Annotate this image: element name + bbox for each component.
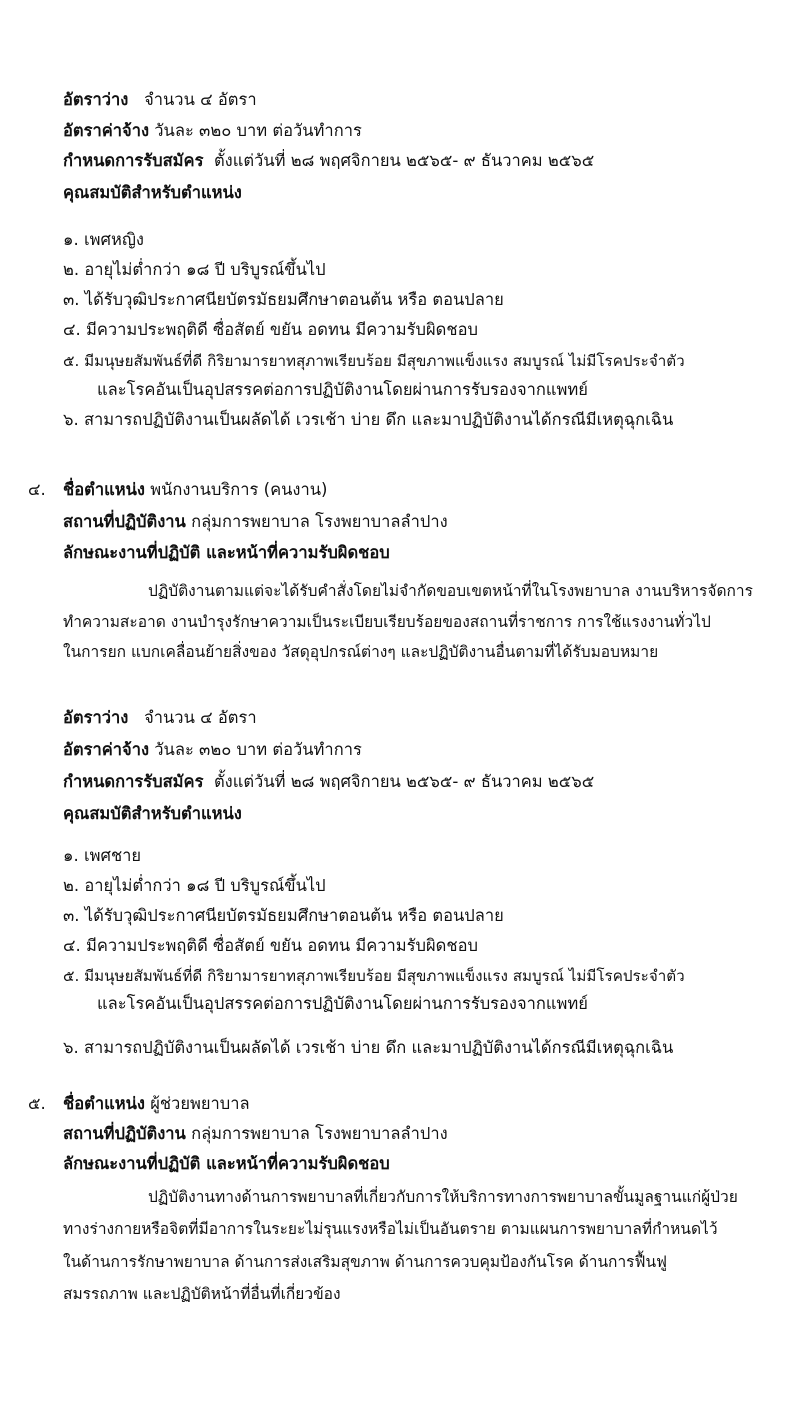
location-label: สถานที่ปฏิบัติงาน (63, 512, 186, 531)
deadline-label: กำหนดการรับสมัคร (63, 772, 204, 791)
list-item (63, 904, 504, 928)
list-item (63, 964, 685, 988)
vacancy-line (63, 706, 257, 730)
duties-heading-text: ลักษณะงานที่ปฏิบัติ และหน้าที่ความรับผิดชอบ (63, 543, 390, 562)
list-item (63, 288, 504, 312)
deadline-value: ตั้งแต่วันที่ ๒๘ พฤศจิกายน ๒๕๖๕- ๙ ธันวาคม ๒๕๖๕ (213, 151, 595, 170)
item-number: ๔. (63, 320, 81, 339)
duties-heading-text: ลักษณะงานที่ปฏิบัติ และหน้าที่ความรับผิดชอบ (63, 1154, 390, 1173)
item-number: ๕. (63, 967, 80, 985)
qualifications-heading (63, 181, 242, 205)
section-number: ๕. (28, 1094, 46, 1113)
duties-paragraph-line: ในด้านการรักษาพยาบาล ด้านการส่งเสริมสุขภาพ ด้านการควบคุมป้องกันโรค ด้านการฟื้นฟู (63, 1253, 668, 1271)
duties-paragraph-line: ปฏิบัติงานทางด้านการพยาบาลที่เกี่ยวกับการให้บริการทางการพยาบาลขั้นมูลฐานแก่ผู้ป่วย (148, 1188, 738, 1206)
location-line (63, 1122, 448, 1146)
deadline-line (63, 770, 594, 794)
item-text: อายุไม่ต่ำกว่า ๑๘ ปี บริบูรณ์ขึ้นไป (84, 260, 326, 279)
item-number: ๒. (63, 260, 80, 279)
location-label: สถานที่ปฏิบัติงาน (63, 1124, 186, 1143)
deadline-label: กำหนดการรับสมัคร (63, 151, 204, 170)
location-value: กลุ่มการพยาบาล โรงพยาบาลลำปาง (191, 512, 448, 531)
vacancy-label: อัตราว่าง (63, 90, 129, 109)
position-title-line (63, 478, 327, 502)
position-title-label: ชื่อตำแหน่ง (63, 480, 145, 499)
item-number: ๖. (63, 1038, 79, 1057)
qualifications-heading-text: คุณสมบัติสำหรับตำแหน่ง (63, 804, 242, 823)
vacancy-label: อัตราว่าง (63, 708, 129, 727)
list-item-continuation: และโรคอันเป็นอุปสรรคต่อการปฏิบัติงานโดยผ่านการรับรองจากแพทย์ (97, 380, 588, 399)
qualifications-heading-text: คุณสมบัติสำหรับตำแหน่ง (63, 183, 242, 202)
item-text: สามารถปฏิบัติงานเป็นผลัดได้ เวรเช้า บ่าย ดึก และมาปฏิบัติงานได้กรณีมีเหตุฉุกเฉิน (83, 1038, 674, 1057)
list-item (63, 1036, 673, 1060)
item-text: ได้รับวุฒิประกาศนียบัตรมัธยมศึกษาตอนต้น หรือ ตอนปลาย (84, 906, 504, 925)
item-number: ๑. (63, 230, 79, 249)
item-text: มีมนุษยสัมพันธ์ที่ดี กิริยามารยาทสุภาพเรียบร้อย มีสุขภาพแข็งแรง สมบูรณ์ ไม่มีโรคประจำตัว (84, 967, 685, 985)
location-value: กลุ่มการพยาบาล โรงพยาบาลลำปาง (191, 1124, 448, 1143)
item-number: ๒. (63, 876, 80, 895)
wage-line (63, 119, 362, 143)
list-item (63, 258, 326, 282)
duties-heading (63, 1152, 390, 1176)
list-item (63, 844, 141, 868)
list-item (63, 934, 478, 958)
item-number: ๑. (63, 846, 79, 865)
item-number: ๕. (63, 352, 80, 370)
qualifications-heading (63, 802, 242, 826)
item-text: เพศหญิง (83, 230, 144, 249)
item-number: ๖. (63, 410, 79, 429)
list-item (63, 318, 478, 342)
item-text: ได้รับวุฒิประกาศนียบัตรมัธยมศึกษาตอนต้น หรือ ตอนปลาย (84, 290, 504, 309)
wage-label: อัตราค่าจ้าง (63, 740, 150, 759)
position-title-value: ผู้ช่วยพยาบาล (150, 1094, 250, 1113)
duties-paragraph-line: ทางร่างกายหรือจิตที่มีอาการในระยะไม่รุนแรงหรือไม่เป็นอันตราย ตามแผนการพยาบาลที่กำหนดไว้ (63, 1220, 718, 1238)
item-number: ๓. (63, 906, 80, 925)
duties-paragraph-line: สมรรถภาพ และปฏิบัติหน้าที่อื่นที่เกี่ยวข้อง (63, 1285, 341, 1303)
list-item (63, 408, 673, 432)
item-text: เพศชาย (83, 846, 142, 865)
wage-label: อัตราค่าจ้าง (63, 121, 150, 140)
item-text: มีมนุษยสัมพันธ์ที่ดี กิริยามารยาทสุภาพเรียบร้อย มีสุขภาพแข็งแรง สมบูรณ์ ไม่มีโรคประจำตัว (84, 352, 685, 370)
duties-paragraph-line: ทำความสะอาด งานบำรุงรักษาความเป็นระเบียบเรียบร้อยของสถานที่ราชการ การใช้แรงงานทั่วไป (63, 613, 711, 631)
list-item (63, 228, 144, 252)
wage-line (63, 738, 362, 762)
item-number: ๔. (63, 936, 81, 955)
vacancy-value: จำนวน ๔ อัตรา (144, 90, 257, 109)
deadline-value: ตั้งแต่วันที่ ๒๘ พฤศจิกายน ๒๕๖๕- ๙ ธันวาคม ๒๕๖๕ (213, 772, 595, 791)
location-line (63, 510, 448, 534)
duties-heading (63, 541, 390, 565)
list-item-continuation: และโรคอันเป็นอุปสรรคต่อการปฏิบัติงานโดยผ่านการรับรองจากแพทย์ (97, 994, 588, 1013)
vacancy-line (63, 88, 257, 112)
section-number: ๔. (28, 480, 46, 499)
wage-value: วันละ ๓๒๐ บาท ต่อวันทำการ (154, 121, 362, 140)
duties-paragraph-line: ปฏิบัติงานตามแต่จะได้รับคำสั่งโดยไม่จำกัดขอบเขตหน้าที่ในโรงพยาบาล งานบริหารจัดการ (148, 582, 753, 600)
position-title-line (63, 1092, 250, 1116)
wage-value: วันละ ๓๒๐ บาท ต่อวันทำการ (154, 740, 362, 759)
deadline-line (63, 149, 594, 173)
position-title-value: พนักงานบริการ (คนงาน) (150, 480, 328, 499)
vacancy-value: จำนวน ๔ อัตรา (144, 708, 257, 727)
item-text: สามารถปฏิบัติงานเป็นผลัดได้ เวรเช้า บ่าย ดึก และมาปฏิบัติงานได้กรณีมีเหตุฉุกเฉิน (83, 410, 674, 429)
item-text: อายุไม่ต่ำกว่า ๑๘ ปี บริบูรณ์ขึ้นไป (84, 876, 326, 895)
item-number: ๓. (63, 290, 80, 309)
item-text: มีความประพฤติดี ซื่อสัตย์ ขยัน อดทน มีความรับผิดชอบ (85, 320, 478, 339)
position-title-label: ชื่อตำแหน่ง (63, 1094, 145, 1113)
item-text: มีความประพฤติดี ซื่อสัตย์ ขยัน อดทน มีความรับผิดชอบ (85, 936, 478, 955)
duties-paragraph-line: ในการยก แบกเคลื่อนย้ายสิ่งของ วัสดุอุปกรณ์ต่างๆ และปฏิบัติงานอื่นตามที่ได้รับมอบหมาย (63, 643, 659, 661)
list-item (63, 874, 326, 898)
list-item (63, 349, 685, 373)
